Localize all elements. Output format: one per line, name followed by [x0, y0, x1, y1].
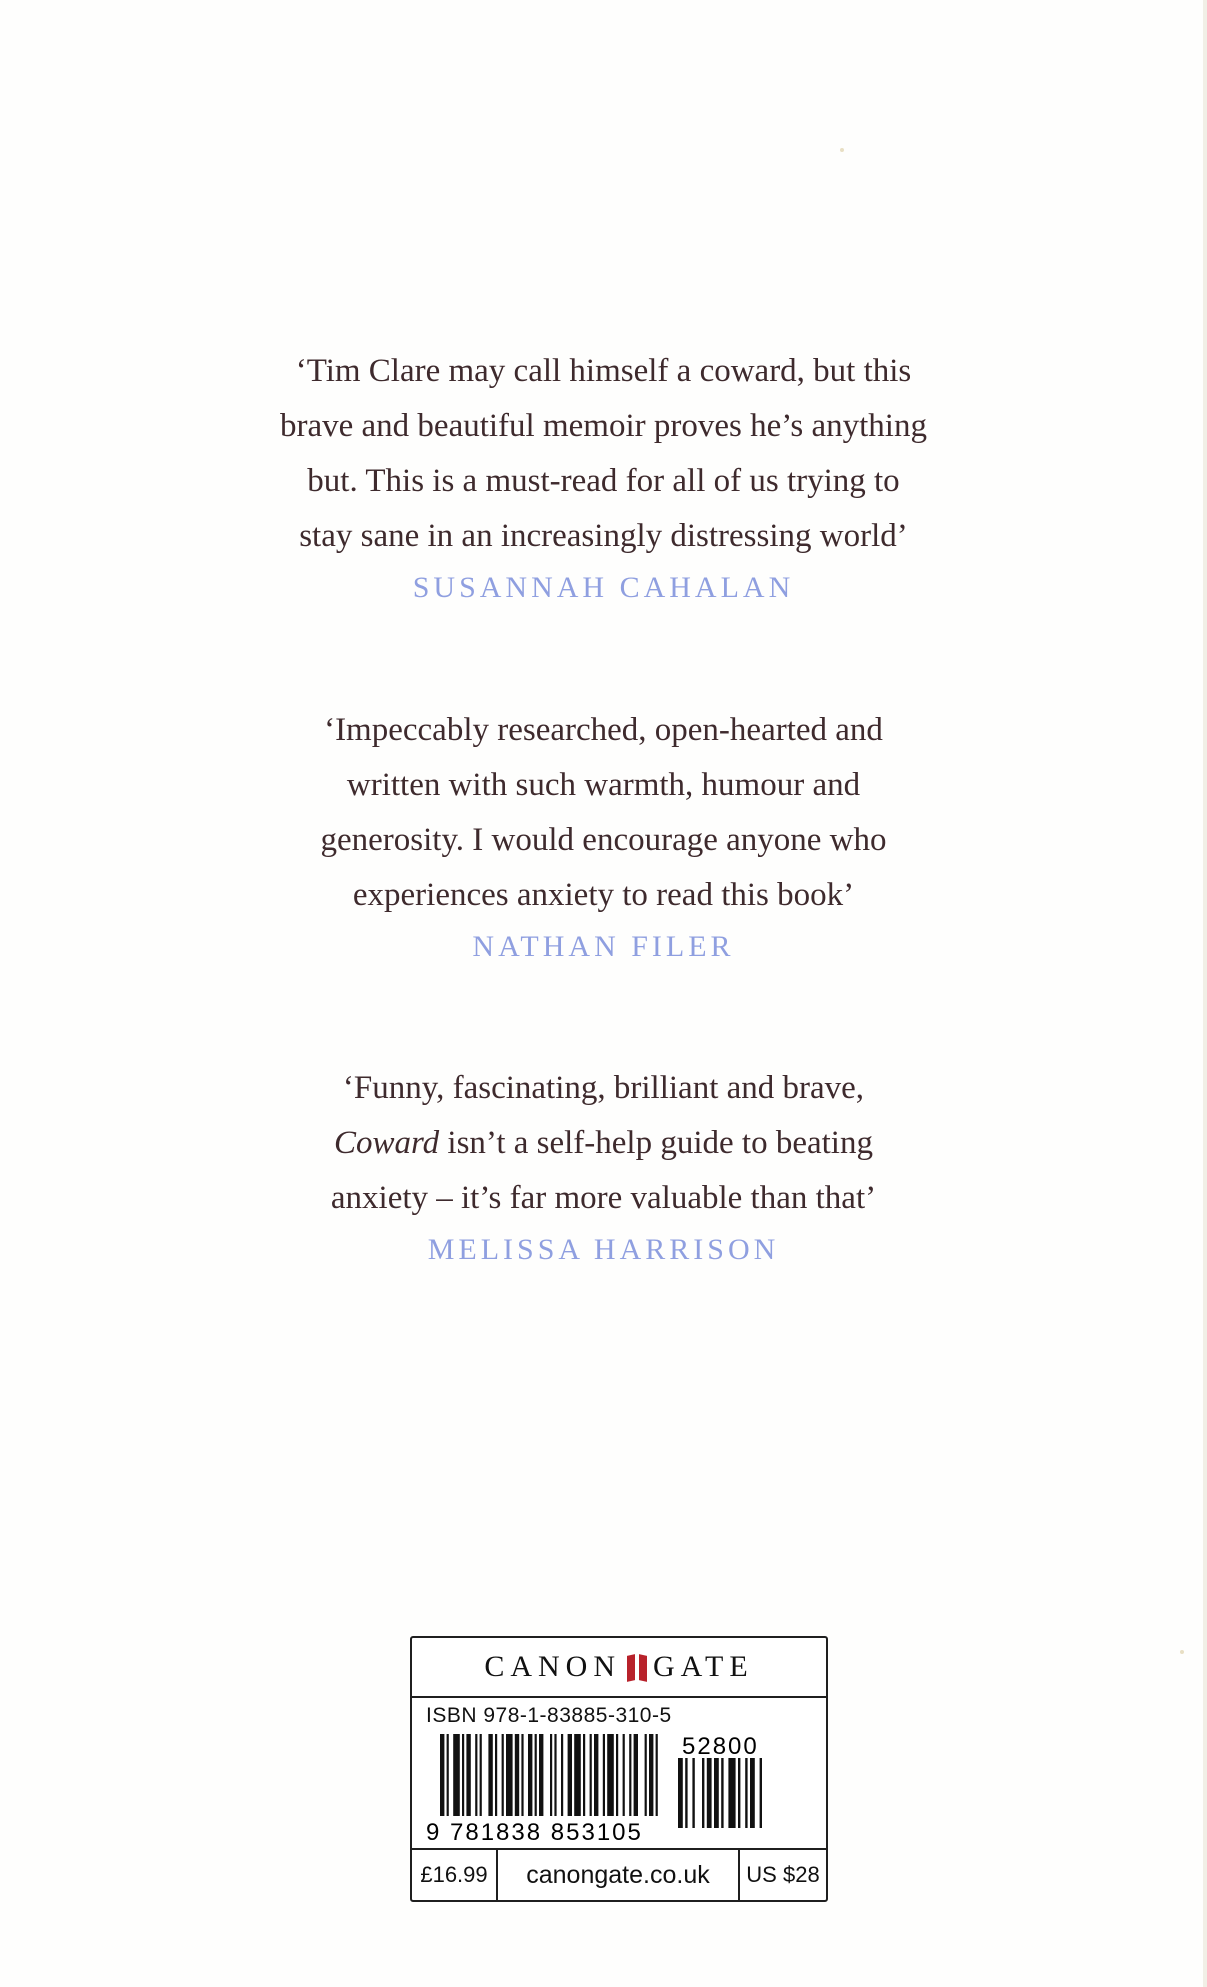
- review-quote-3: [0, 1061, 1207, 1270]
- barcode-bar: [685, 1758, 687, 1828]
- quote-line: anxiety – it’s far more valuable than that’: [330, 1180, 877, 1216]
- quote-line: [0, 1116, 1207, 1171]
- review-quote-1: [0, 344, 1207, 608]
- barcode-bar: [554, 1734, 556, 1816]
- barcode-supplement: 52800: [682, 1734, 759, 1760]
- barcode-bar: [528, 1734, 532, 1816]
- barcode-label: [410, 1636, 828, 1902]
- paper-speck: [840, 148, 844, 152]
- barcode-bar: [745, 1758, 747, 1828]
- barcode-bar: [721, 1758, 723, 1828]
- barcode-bar: [561, 1734, 563, 1816]
- barcode-bar: [603, 1734, 605, 1816]
- barcode-bar: [506, 1734, 513, 1816]
- barcode-bar: [590, 1734, 592, 1816]
- barcode-bar: [645, 1734, 647, 1816]
- quote-line: ‘Funny, fascinating, brilliant and brave,: [342, 1070, 865, 1106]
- publisher-logo: [412, 1638, 826, 1698]
- publisher-name-left: CANON: [484, 1650, 621, 1683]
- canongate-gate-icon: [625, 1653, 649, 1681]
- barcode-bar: [447, 1734, 449, 1816]
- barcode-bar: [475, 1734, 477, 1816]
- quote-line: ‘Tim Clare may call himself a coward, but this: [295, 353, 912, 389]
- barcode-bar: [702, 1758, 704, 1828]
- price-gbp: £16.99: [412, 1850, 498, 1900]
- barcode: [426, 1734, 816, 1844]
- barcode-bar: [750, 1758, 755, 1828]
- barcode-bar: [594, 1734, 598, 1816]
- quote-text: isn’t a self-help guide to beating: [439, 1125, 873, 1161]
- barcode-bar: [692, 1758, 694, 1828]
- barcode-bar: [462, 1734, 464, 1816]
- price-row: [412, 1848, 826, 1900]
- barcode-bar: [649, 1734, 653, 1816]
- quote-line: written with such warmth, humour and: [346, 767, 861, 803]
- barcode-bar: [607, 1734, 614, 1816]
- quote-line: generosity. I would encourage anyone who: [320, 822, 887, 858]
- publisher-name-right: GATE: [653, 1650, 754, 1683]
- barcode-bar: [521, 1734, 523, 1816]
- publisher-website: canongate.co.uk: [498, 1850, 740, 1900]
- barcode-bar: [550, 1734, 552, 1816]
- quote-line: experiences anxiety to read this book’: [352, 877, 855, 913]
- page-edge: [1203, 0, 1207, 1987]
- quote-line: brave and beautiful memoir proves he’s anything: [280, 408, 927, 444]
- review-quote-2: [0, 703, 1207, 967]
- barcode-bar: [480, 1734, 482, 1816]
- quote-line: ‘Impeccably researched, open-hearted and: [324, 712, 883, 748]
- barcode-bar: [466, 1734, 470, 1816]
- barcode-bar: [634, 1734, 638, 1816]
- barcode-bar: [539, 1734, 543, 1816]
- quote-line: but. This is a must-read for all of us trying to: [307, 463, 900, 499]
- barcode-bar: [728, 1758, 735, 1828]
- barcode-bar: [714, 1758, 719, 1828]
- barcode-bar: [583, 1734, 585, 1816]
- isbn-text: ISBN 978-1-83885-310-5: [426, 1704, 672, 1727]
- book-title: Coward: [334, 1125, 440, 1161]
- barcode-bar: [453, 1734, 460, 1816]
- barcode-bar: [502, 1734, 504, 1816]
- barcode-bar: [568, 1734, 572, 1816]
- quote-attribution: MELISSA HARRISON: [427, 1233, 780, 1266]
- barcode-bar: [488, 1734, 492, 1816]
- barcode-bar: [629, 1734, 631, 1816]
- barcode-bar: [616, 1734, 618, 1816]
- quote-attribution: SUSANNAH CAHALAN: [412, 571, 795, 604]
- barcode-bar: [678, 1758, 683, 1828]
- barcode-bar: [515, 1734, 519, 1816]
- quote-line: stay sane in an increasingly distressing world’: [299, 518, 908, 554]
- barcode-bar: [738, 1758, 740, 1828]
- barcode-digits: 9 781838 853105: [426, 1819, 643, 1844]
- barcode-bar: [574, 1734, 581, 1816]
- barcode-bar: [656, 1734, 658, 1816]
- price-us: US $28: [746, 1862, 820, 1887]
- barcode-bar: [535, 1734, 537, 1816]
- barcode-bar: [760, 1758, 762, 1828]
- quote-attribution: NATHAN FILER: [472, 930, 735, 963]
- barcode-bar: [440, 1734, 444, 1816]
- barcode-bar: [623, 1734, 625, 1816]
- barcode-bar: [707, 1758, 712, 1828]
- barcode-bar: [495, 1734, 497, 1816]
- paper-speck: [1180, 1650, 1184, 1654]
